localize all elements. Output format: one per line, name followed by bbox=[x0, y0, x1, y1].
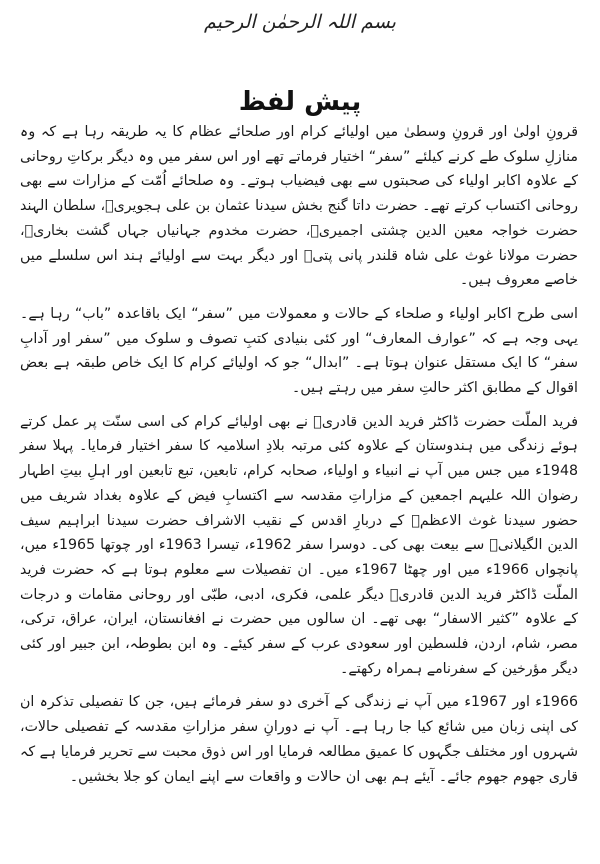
body-text bbox=[20, 120, 578, 789]
page-title: پیش لفظ bbox=[238, 87, 362, 117]
paragraph-3: فرید الملّت حضرت ڈاکٹر فرید الدین قادریؒ نے بھی اولیائے کرام کی اسی سنّت پر عمل کرتے ہوئے زندگی میں ہندوستان کے علاوہ کئی مرتبہ بلادِ اسلامیہ کا سفر اختیار فرمایا۔ پہلا سفر 1948ء میں جس میں آپ نے انبیاء و اولیاء، صحابہ کرام، تابعین، تبع تابعین اور اہلِ بیتِ اطہار رضوان اللہ علیہم اجمعین کے مزاراتِ مقدسہ سے اکتسابِ فیض کے علاوہ بغداد شریف میں حضور سیدنا غوث الاعظمؓ کے دربارِ اقدس کے نقیب الاشراف حضرت سیدنا ابراہیم سیف الدین الگیلانیؒ سے بیعت بھی کی۔ دوسرا سفر 1962ء، تیسرا 1963ء اور چوتھا 1965ء میں، پانچواں 1966ء میں اور چھٹا 1967ء میں۔ ان تفصیلات سے معلوم ہوتا ہے کہ حضرت فرید الملّت ڈاکٹر فرید الدین قادریؒ دیگر علمی، فکری، ادبی، طبّی اور روحانی مقامات و درجات کے علاوہ ”کثیر الاسفار“ بھی تھے۔ ان سالوں میں حضرت نے افغانستان، ایران، عراق، ترکی، مصر، شام، اردن، فلسطین اور سعودی عرب کے سفر کیئے۔ وہ ابن بطوطہ، ابن جبیر اور کئی دیگر مؤرخین کے سفرنامے ہمراہ رکھتے۔ bbox=[20, 413, 579, 677]
bismillah-heading: بسم اللہ الرحمٰن الرحیم bbox=[204, 11, 396, 33]
paragraph-1: قرونِ اولیٰ اور قرونِ وسطیٰ میں اولیائے کرام اور صلحائے عظام کا یہ طریقہ رہا ہے کہ وہ منازلِ سلوک طے کرنے کیلئے ”سفر“ اختیار فرماتے تھے اور اس سفر میں وہ دیگر برکاتِ روحانی کے علاوہ اکابر اولیاء کی صحبتوں سے بھی فیضیاب ہوتے۔ وہ صلحائے اُمّت کے مزارات سے بھی روحانی اکتساب کرتے تھے۔ حضرت داتا گنج بخش سیدنا عثمان بن علی ہجویریؒ، سلطان الہند حضرت خواجہ معین الدین چشتی اجمیریؒ، حضرت مخدوم جہانیاں جہاں گشت بخاریؒ، حضرت مولانا غوث علی شاہ قلندر پانی پتیؒ اور دیگر بہت سے اولیائے ہند اس سلسلے میں خاصے معروف ہیں۔ bbox=[20, 124, 578, 289]
paragraph-2: اسی طرح اکابر اولیاء و صلحاء کے حالات و معمولات میں ”سفر“ ایک باقاعدہ ”باب“ رہا ہے۔ یہی وجہ ہے کہ ”عوارف المعارف“ اور کئی بنیادی کتبِ تصوف و سلوک میں ”سفر اور آدابِ سفر“ کا ایک مستقل عنوان ہوتا ہے۔ ”ابدال“ جو کہ اولیائے کرام کا ایک خاص طبقہ ہے بعض اقوال کے مطابق اکثر حالتِ سفر میں رہتے ہیں۔ bbox=[20, 305, 578, 397]
paragraph-4: 1966ء اور 1967ء میں آپ نے زندگی کے آخری دو سفر فرمائے ہیں، جن کا تفصیلی تذکرہ ان کی اپنی زبان میں شائع کیا جا رہا ہے۔ آپ نے دورانِ سفر مزاراتِ مقدسہ کے تفصیلی حالات، شہروں اور مختلف جگہوں کا عمیق مطالعہ فرمایا اور اس ذوق محبت سے تحریر فرمایا ہے کہ قاری جھوم جھوم جائے۔ آیئے ہم بھی ان حالات و واقعات سے اپنے ایمان کو جلا بخشیں۔ bbox=[20, 694, 578, 785]
